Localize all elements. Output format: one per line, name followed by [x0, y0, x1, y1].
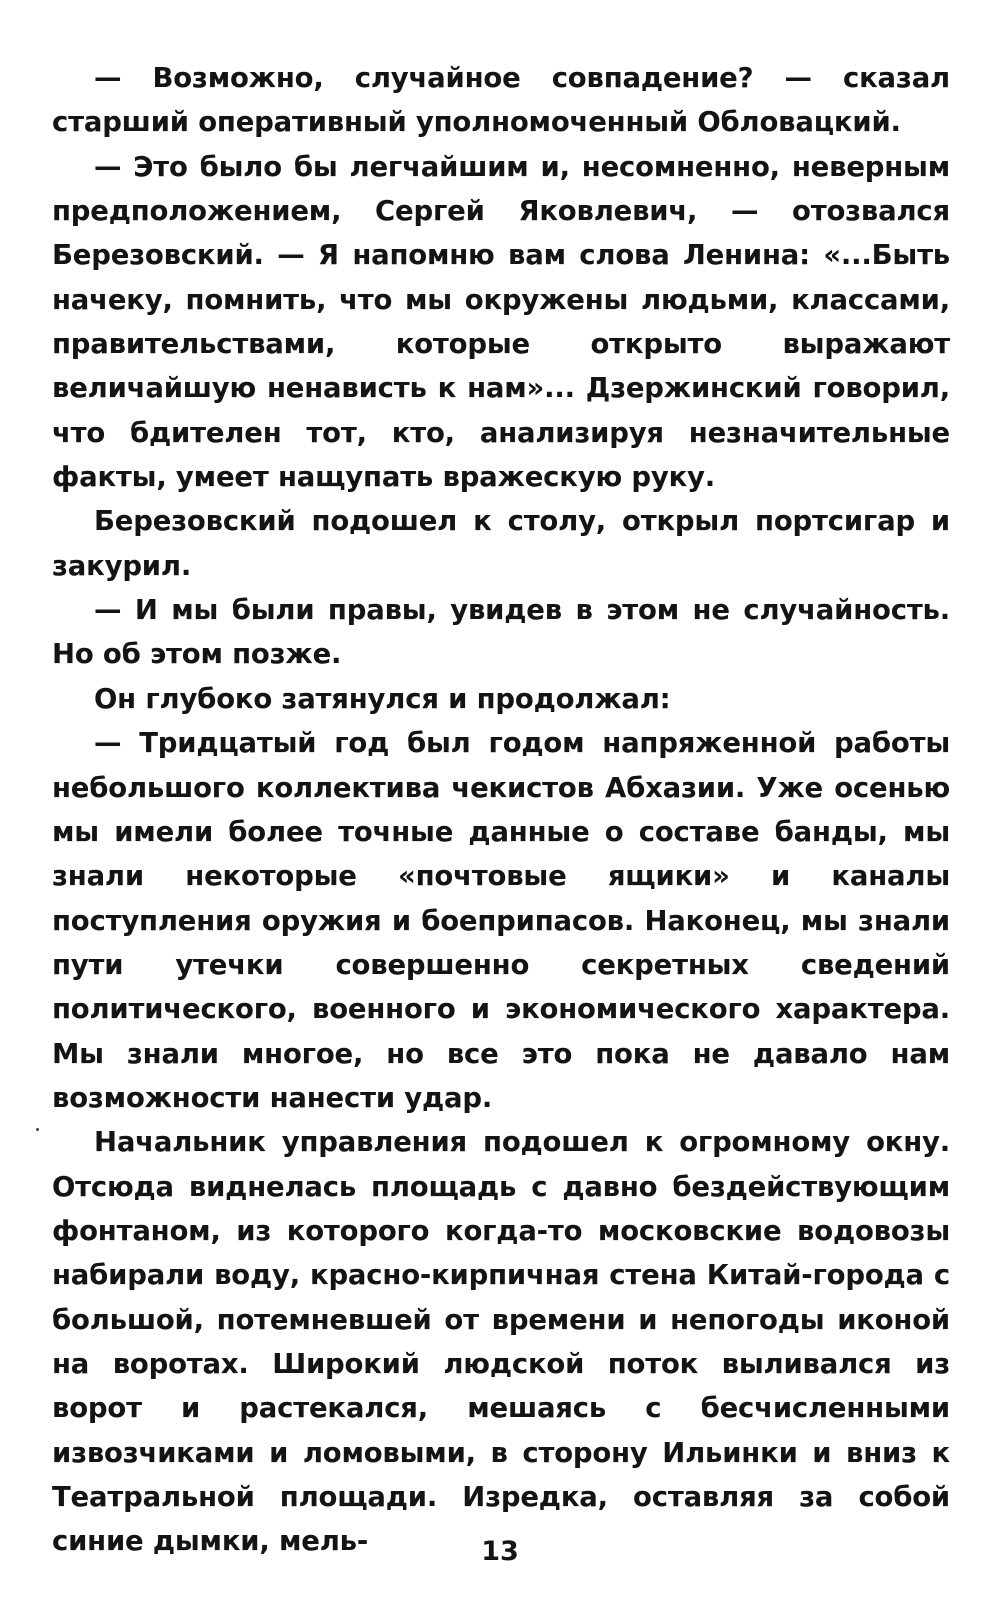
- paragraph: — Тридцатый год был годом напряженной работы небольшого коллектива чекистов Абхазии. Уже осенью мы имели более точные данные о составе банды, мы знали некоторые «почтовые ящики» и каналы поступления оружия и боеприпасов. Наконец, мы знали пути утечки совершенно секретных сведений политического, военного и экономического характера. Мы знали многое, но все это пока не давало нам возможности нанести удар.: [52, 727, 950, 1114]
- paragraph: Начальник управления подошел к огромному окну. Отсюда виднелась площадь с давно бездействующим фонтаном, из которого когда-то московские водовозы набирали воду, красно-кирпичная стена Китай-города с большой, потемневшей от времени и непогоды иконой на воротах. Широкий людской поток выливался из ворот и растекался, мешаясь с бесчисленными извозчиками и ломовыми, в сторону Ильинки и вниз к Театральной площади. Изредка, оставляя за собой синие дымки, мель-: [52, 1126, 950, 1558]
- paragraph: Березовский подошел к столу, открыл портсигар и закурил.: [52, 505, 950, 582]
- page-number: 13: [481, 1536, 519, 1567]
- page-body: [52, 56, 950, 1606]
- paragraph: — И мы были правы, увидев в этом не случайность. Но об этом позже.: [52, 594, 950, 671]
- print-speck: [36, 1128, 39, 1131]
- paragraph: — Это было бы легчайшим и, несомненно, неверным предположением, Сергей Яковлевич, — отозвался Березовский. — Я напомню вам слова Ленина: «...Быть начеку, помнить, что мы окружены людьми, классами, правительствами, которые открыто выражают величайшую ненависть к нам»... Дзержинский говорил, что бдителен тот, кто, анализируя незначительные факты, умеет нащупать вражескую руку.: [52, 150, 950, 494]
- paragraph: Он глубоко затянулся и продолжал:: [94, 682, 671, 715]
- paragraph: — Возможно, случайное совпадение? — сказал старший оперативный уполномоченный Обловацкий.: [52, 62, 950, 139]
